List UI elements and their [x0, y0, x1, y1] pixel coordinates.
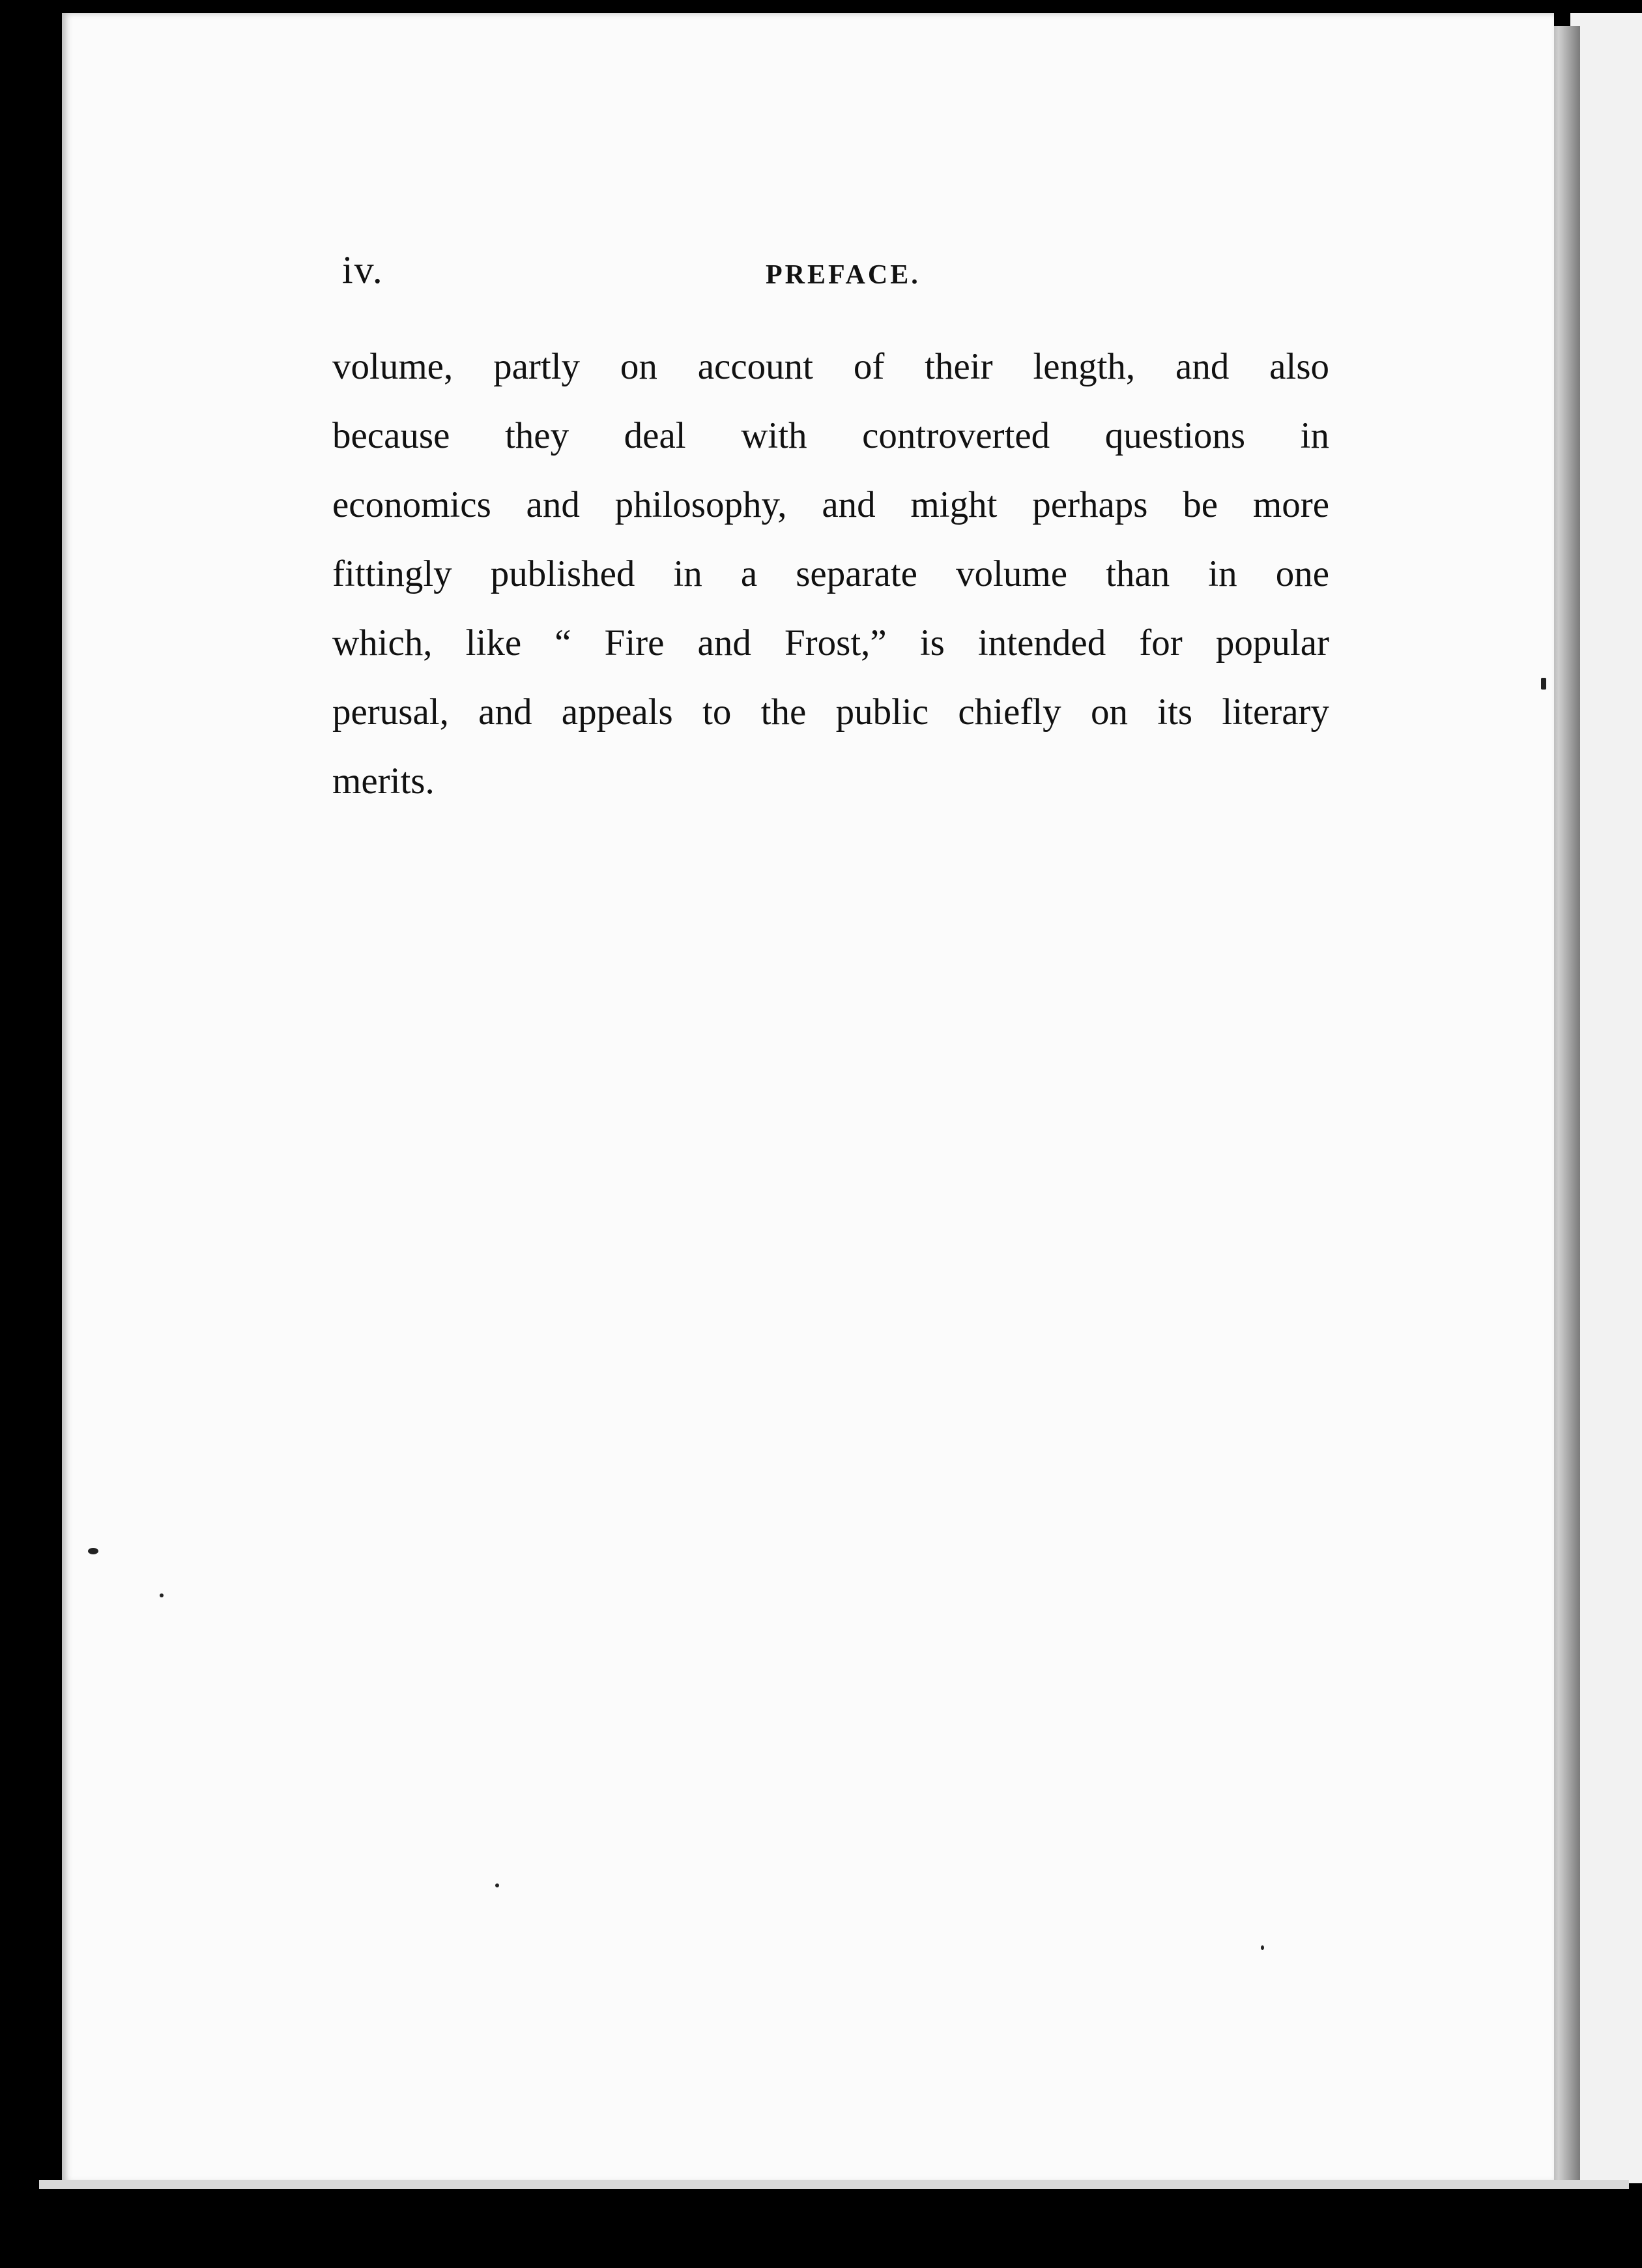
- preface-paragraph: [332, 332, 1329, 816]
- text-line: economics and philosophy, and might perhaps be more: [332, 484, 1329, 525]
- text-line: because they deal with controverted questions in: [332, 415, 1329, 456]
- facing-page-edge: [1570, 13, 1642, 2183]
- running-head: PREFACE.: [766, 260, 921, 290]
- text-line: merits.: [332, 761, 435, 802]
- page-number: iv.: [342, 248, 384, 291]
- scan-speck: [1261, 1945, 1264, 1950]
- scan-speck: [160, 1593, 164, 1597]
- text-line: fittingly published in a separate volume than in one: [332, 553, 1329, 594]
- scan-speck: [88, 1548, 98, 1554]
- text-line: volume, partly on account of their length, and also: [332, 346, 1329, 387]
- page-header: [342, 248, 1319, 300]
- text-line: which, like “ Fire and Frost,” is intended for popular: [332, 622, 1329, 663]
- scan-speck: [1541, 678, 1546, 690]
- page-bottom-edge: [39, 2180, 1629, 2189]
- text-line: perusal, and appeals to the public chiefly on its literary: [332, 691, 1329, 733]
- scan-speck: [495, 1883, 499, 1887]
